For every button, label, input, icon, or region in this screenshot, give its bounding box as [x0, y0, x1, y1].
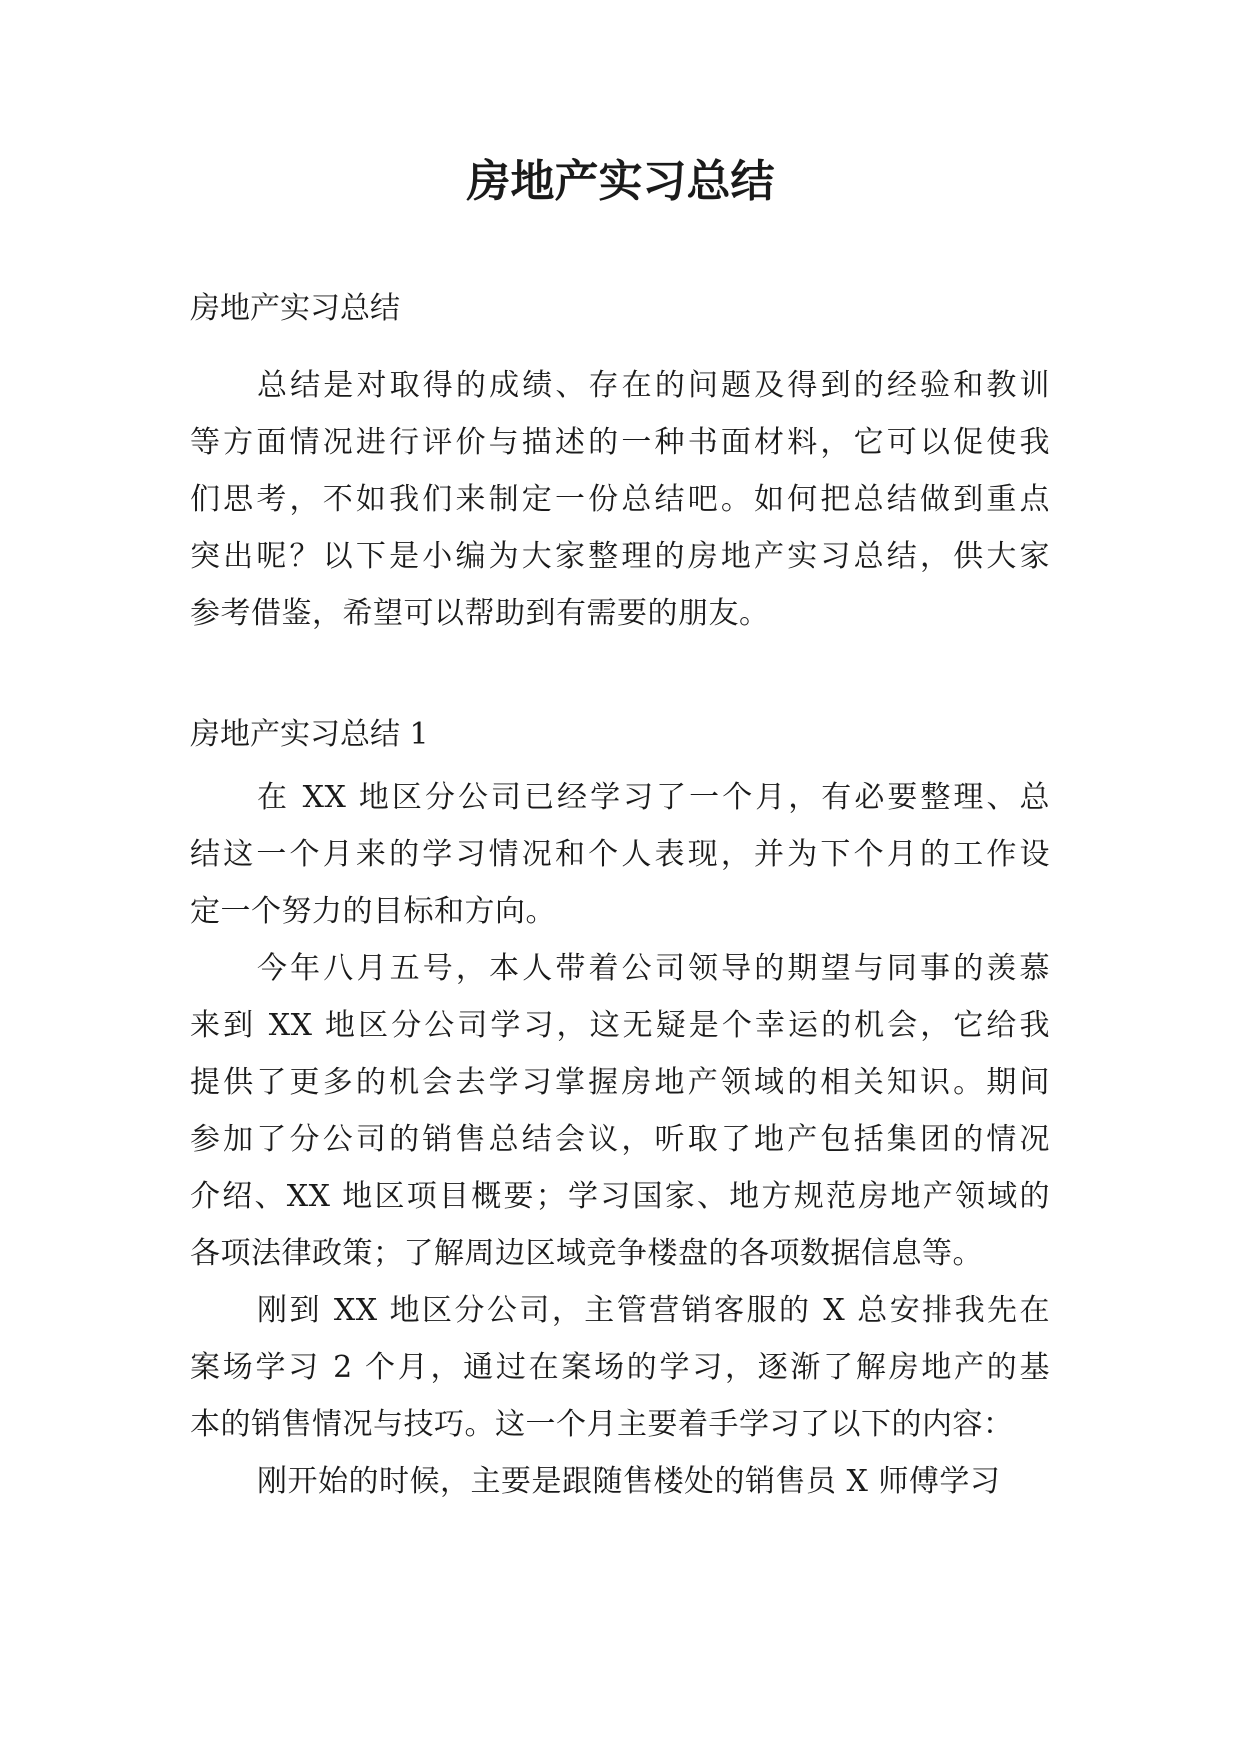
paragraph-line: 各项法律政策；了解周边区域竞争楼盘的各项数据信息等。 [190, 1236, 983, 1271]
paragraph-line: 今年八月五号，本人带着公司领导的期望与同事的羡慕 [257, 951, 1050, 986]
paragraph-line: 案场学习 2 个月，通过在案场的学习，逐渐了解房地产的基 [190, 1350, 1050, 1385]
paragraph-line: 本的销售情况与技巧。这一个月主要着手学习了以下的内容： [190, 1407, 1014, 1442]
paragraph-line: 突出呢？以下是小编为大家整理的房地产实习总结，供大家 [190, 539, 1050, 574]
document-subtitle: 房地产实习总结 [190, 291, 400, 326]
paragraph-line: 参考借鉴，希望可以帮助到有需要的朋友。 [190, 596, 770, 631]
paragraph-line: 总结是对取得的成绩、存在的问题及得到的经验和教训 [257, 368, 1050, 403]
paragraph-line: 定一个努力的目标和方向。 [190, 894, 556, 929]
paragraph-line: 介绍、XX 地区项目概要；学习国家、地方规范房地产领域的 [190, 1179, 1050, 1214]
section1-paragraph-2 [190, 940, 1050, 1282]
paragraph-line: 参加了分公司的销售总结会议，听取了地产包括集团的情况 [190, 1122, 1050, 1157]
section1-paragraph-4 [190, 1453, 1050, 1510]
paragraph-line: 刚到 XX 地区分公司，主管营销客服的 X 总安排我先在 [257, 1293, 1050, 1328]
section-heading: 房地产实习总结 1 [190, 717, 429, 752]
document-title: 房地产实习总结 [466, 156, 775, 207]
paragraph-line: 来到 XX 地区分公司学习，这无疑是个幸运的机会，它给我 [190, 1008, 1050, 1043]
paragraph-line: 结这一个月来的学习情况和个人表现，并为下个月的工作设 [190, 837, 1050, 872]
paragraph-line: 刚开始的时候，主要是跟随售楼处的销售员 X 师傅学习 [257, 1464, 1001, 1499]
paragraph-line: 提供了更多的机会去学习掌握房地产领域的相关知识。期间 [190, 1065, 1050, 1100]
paragraph-line: 在 XX 地区分公司已经学习了一个月，有必要整理、总 [257, 780, 1050, 815]
section1-paragraph-1 [190, 769, 1050, 940]
intro-paragraph [190, 357, 1050, 642]
section1-paragraph-3 [190, 1282, 1050, 1453]
paragraph-line: 们思考，不如我们来制定一份总结吧。如何把总结做到重点 [190, 482, 1050, 517]
paragraph-line: 等方面情况进行评价与描述的一种书面材料，它可以促使我 [190, 425, 1050, 460]
